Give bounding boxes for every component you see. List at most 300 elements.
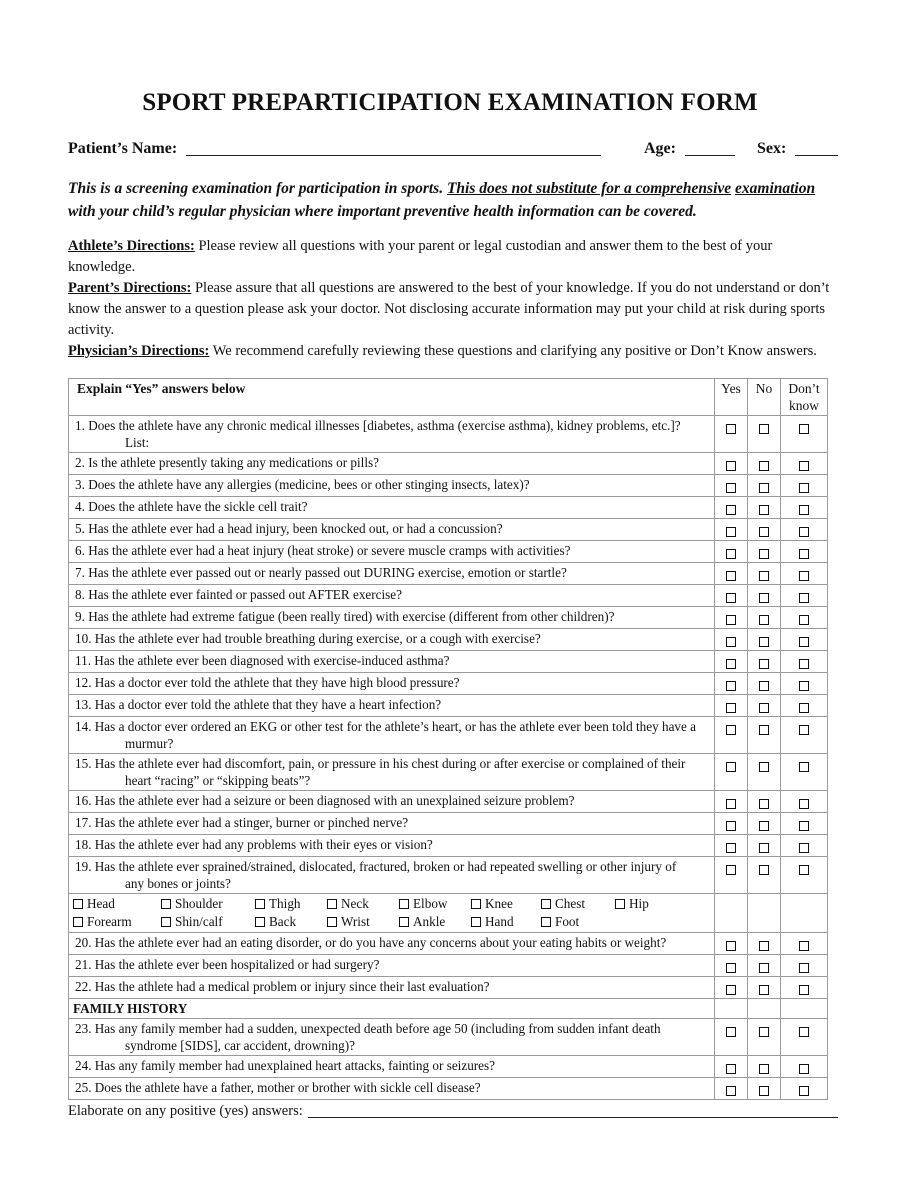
yes-checkbox[interactable] xyxy=(726,483,736,493)
question-text xyxy=(69,563,715,585)
no-cell xyxy=(748,933,781,955)
elaborate-line xyxy=(68,1100,838,1122)
no-cell xyxy=(748,857,781,894)
yes-cell xyxy=(715,497,748,519)
no-cell xyxy=(748,754,781,791)
yes-checkbox[interactable] xyxy=(726,703,736,713)
dont-know-checkbox[interactable] xyxy=(799,571,809,581)
body-part-checkbox[interactable] xyxy=(327,899,337,909)
sex-field[interactable] xyxy=(795,155,838,156)
yes-checkbox[interactable] xyxy=(726,725,736,735)
yes-checkbox[interactable] xyxy=(726,1027,736,1037)
parent-directions-text: Please assure that all questions are answered to the best of your knowledge. If you do not understand or don’t know the answer to a question please ask your doctor. Not disclosing accurate information may put your child at risk during sports activity. xyxy=(68,280,830,338)
yes-cell xyxy=(715,835,748,857)
body-part-label: Elbow xyxy=(413,896,448,911)
yes-cell xyxy=(715,955,748,977)
question-line: 6. Has the athlete ever had a heat injury (heat stroke) or severe muscle cramps with activities? xyxy=(75,543,571,558)
question-continuation: List: xyxy=(125,435,150,450)
no-checkbox[interactable] xyxy=(759,843,769,853)
question-text xyxy=(69,1056,715,1078)
dont-know-header: Don’t know xyxy=(781,379,828,416)
elaborate-label: Elaborate on any positive (yes) answers: xyxy=(68,1103,303,1119)
no-checkbox[interactable] xyxy=(759,1064,769,1074)
dont-know-cell xyxy=(781,541,828,563)
dont-know-cell xyxy=(781,717,828,754)
no-cell xyxy=(748,585,781,607)
question-text xyxy=(69,416,715,453)
dont-know-cell xyxy=(781,475,828,497)
no-cell xyxy=(748,497,781,519)
no-checkbox[interactable] xyxy=(759,549,769,559)
question-text xyxy=(69,651,715,673)
no-checkbox[interactable] xyxy=(759,762,769,772)
question-continuation: any bones or joints? xyxy=(125,876,231,891)
question-row xyxy=(69,416,828,453)
body-part-label: Hand xyxy=(485,914,514,929)
yes-cell xyxy=(715,629,748,651)
body-parts-no-empty xyxy=(748,894,781,933)
dont-know-checkbox[interactable] xyxy=(799,941,809,951)
dont-know-checkbox[interactable] xyxy=(799,424,809,434)
yes-checkbox[interactable] xyxy=(726,843,736,853)
question-line: 23. Has any family member had a sudden, unexpected death before age 50 (including from sudden infant death xyxy=(75,1021,661,1036)
intro-underlined-2: examination xyxy=(735,180,816,197)
dont-know-checkbox[interactable] xyxy=(799,615,809,625)
yes-checkbox[interactable] xyxy=(726,1086,736,1096)
question-line: 1. Does the athlete have any chronic medical illnesses [diabetes, asthma (exercise asthma), kidney problems, etc.]? xyxy=(75,418,681,433)
question-line: 3. Does the athlete have any allergies (medicine, bees or other stinging insects, latex)? xyxy=(75,477,530,492)
dont-know-cell xyxy=(781,607,828,629)
body-part-label: Shin/calf xyxy=(175,914,223,929)
dont-know-checkbox[interactable] xyxy=(799,1086,809,1096)
question-row xyxy=(69,651,828,673)
form-title: SPORT PREPARTICIPATION EXAMINATION FORM xyxy=(142,89,758,116)
dont-know-checkbox[interactable] xyxy=(799,985,809,995)
patient-info-line xyxy=(68,138,838,160)
question-row xyxy=(69,791,828,813)
body-part-checkbox[interactable] xyxy=(541,899,551,909)
question-line: 8. Has the athlete ever fainted or passed out AFTER exercise? xyxy=(75,587,403,602)
dont-know-checkbox[interactable] xyxy=(799,703,809,713)
question-text xyxy=(69,453,715,475)
yes-header: Yes xyxy=(715,379,748,416)
dont-know-cell xyxy=(781,857,828,894)
body-part-option[interactable] xyxy=(399,913,471,931)
no-cell xyxy=(748,673,781,695)
dont-know-checkbox[interactable] xyxy=(799,1027,809,1037)
yes-cell xyxy=(715,475,748,497)
yes-cell xyxy=(715,673,748,695)
no-checkbox[interactable] xyxy=(759,527,769,537)
question-text xyxy=(69,629,715,651)
no-checkbox[interactable] xyxy=(759,1086,769,1096)
explain-header: Explain “Yes” answers below xyxy=(69,379,715,416)
dont-know-checkbox[interactable] xyxy=(799,527,809,537)
question-continuation: syndrome [SIDS], car accident, drowning)? xyxy=(125,1038,355,1053)
family-yes-empty xyxy=(715,999,748,1019)
yes-cell xyxy=(715,607,748,629)
questions-b xyxy=(69,933,828,999)
no-checkbox[interactable] xyxy=(759,725,769,735)
directions xyxy=(68,236,840,362)
yes-checkbox[interactable] xyxy=(726,1064,736,1074)
dont-know-cell xyxy=(781,497,828,519)
question-row xyxy=(69,607,828,629)
yes-checkbox[interactable] xyxy=(726,424,736,434)
elaborate-field[interactable] xyxy=(308,1117,838,1118)
body-part-option[interactable] xyxy=(541,895,615,913)
question-text xyxy=(69,695,715,717)
question-line: 15. Has the athlete ever had discomfort, pain, or pressure in his chest during or after exercise or complained of their xyxy=(75,756,686,771)
question-row xyxy=(69,453,828,475)
no-cell xyxy=(748,651,781,673)
question-row xyxy=(69,977,828,999)
no-cell xyxy=(748,791,781,813)
question-text xyxy=(69,585,715,607)
dont-know-cell xyxy=(781,1078,828,1100)
dont-know-cell xyxy=(781,977,828,999)
yes-checkbox[interactable] xyxy=(726,963,736,973)
family-questions xyxy=(69,1019,828,1100)
dont-know-cell xyxy=(781,673,828,695)
yes-checkbox[interactable] xyxy=(726,941,736,951)
no-checkbox[interactable] xyxy=(759,505,769,515)
dont-know-cell xyxy=(781,629,828,651)
questions-a xyxy=(69,416,828,894)
question-line: 25. Does the athlete have a father, mother or brother with sickle cell disease? xyxy=(75,1080,481,1095)
question-line: 13. Has a doctor ever told the athlete that they have a heart infection? xyxy=(75,697,442,712)
body-part-checkbox[interactable] xyxy=(255,917,265,927)
dont-know-cell xyxy=(781,651,828,673)
dont-know-cell xyxy=(781,695,828,717)
body-part-checkbox[interactable] xyxy=(399,899,409,909)
no-checkbox[interactable] xyxy=(759,799,769,809)
body-part-label: Forearm xyxy=(87,914,132,929)
body-part-option[interactable] xyxy=(161,913,255,931)
body-part-option[interactable] xyxy=(471,895,541,913)
dont-know-cell xyxy=(781,585,828,607)
question-line: 5. Has the athlete ever had a head injury, been knocked out, or had a concussion? xyxy=(75,521,503,536)
question-row xyxy=(69,519,828,541)
intro-text: This is a screening examination for participation in sports. xyxy=(68,180,447,197)
yes-checkbox[interactable] xyxy=(726,505,736,515)
yes-cell xyxy=(715,791,748,813)
question-row xyxy=(69,585,828,607)
dont-know-checkbox[interactable] xyxy=(799,593,809,603)
question-line: 19. Has the athlete ever sprained/strained, dislocated, fractured, broken or had repeated swelling or other injury of xyxy=(75,859,677,874)
family-history-section xyxy=(69,999,828,1019)
question-text xyxy=(69,475,715,497)
question-row xyxy=(69,813,828,835)
question-line: 22. Has the athlete had a medical problem or injury since their last evaluation? xyxy=(75,979,490,994)
question-continuation: heart “racing” or “skipping beats”? xyxy=(125,773,311,788)
yes-cell xyxy=(715,813,748,835)
dont-know-cell xyxy=(781,791,828,813)
body-part-option[interactable] xyxy=(541,913,615,931)
no-checkbox[interactable] xyxy=(759,963,769,973)
yes-cell xyxy=(715,695,748,717)
question-row xyxy=(69,695,828,717)
no-checkbox[interactable] xyxy=(759,461,769,471)
no-checkbox[interactable] xyxy=(759,483,769,493)
no-checkbox[interactable] xyxy=(759,1027,769,1037)
dont-know-checkbox[interactable] xyxy=(799,963,809,973)
question-row xyxy=(69,754,828,791)
body-part-checkbox[interactable] xyxy=(161,899,171,909)
no-cell xyxy=(748,607,781,629)
dont-know-cell xyxy=(781,1056,828,1078)
dont-know-cell xyxy=(781,1019,828,1056)
dont-know-checkbox[interactable] xyxy=(799,637,809,647)
intro-notice xyxy=(68,177,840,223)
no-cell xyxy=(748,977,781,999)
yes-cell xyxy=(715,453,748,475)
dont-know-checkbox[interactable] xyxy=(799,821,809,831)
body-part-label: Chest xyxy=(555,896,586,911)
physician-directions-label: Physician’s Directions: xyxy=(68,343,210,359)
body-part-checkbox[interactable] xyxy=(471,917,481,927)
question-row xyxy=(69,1019,828,1056)
question-row xyxy=(69,1056,828,1078)
question-continuation: murmur? xyxy=(125,736,174,751)
dont-know-cell xyxy=(781,453,828,475)
body-part-option[interactable] xyxy=(161,895,255,913)
dont-know-checkbox[interactable] xyxy=(799,1064,809,1074)
no-header: No xyxy=(748,379,781,416)
body-part-label: Knee xyxy=(485,896,513,911)
dont-know-checkbox[interactable] xyxy=(799,659,809,669)
no-cell xyxy=(748,1078,781,1100)
question-line: 7. Has the athlete ever passed out or nearly passed out DURING exercise, emotion or startle? xyxy=(75,565,567,580)
body-part-option[interactable] xyxy=(255,895,327,913)
yes-checkbox[interactable] xyxy=(726,637,736,647)
no-checkbox[interactable] xyxy=(759,637,769,647)
yes-checkbox[interactable] xyxy=(726,593,736,603)
body-part-checkbox[interactable] xyxy=(327,917,337,927)
body-parts-dk-empty xyxy=(781,894,828,933)
body-part-label: Head xyxy=(87,896,115,911)
body-part-checkbox[interactable] xyxy=(73,917,83,927)
physician-directions xyxy=(68,341,840,362)
question-text xyxy=(69,519,715,541)
question-text xyxy=(69,977,715,999)
dont-know-cell xyxy=(781,563,828,585)
yes-checkbox[interactable] xyxy=(726,549,736,559)
question-row xyxy=(69,1078,828,1100)
yes-cell xyxy=(715,717,748,754)
yes-cell xyxy=(715,933,748,955)
question-line: 24. Has any family member had unexplained heart attacks, fainting or seizures? xyxy=(75,1058,496,1073)
no-checkbox[interactable] xyxy=(759,659,769,669)
no-cell xyxy=(748,835,781,857)
yes-checkbox[interactable] xyxy=(726,527,736,537)
patient-name-field[interactable] xyxy=(186,155,601,156)
intro-underlined-1: This does not substitute for a comprehensive xyxy=(446,180,732,197)
question-text xyxy=(69,857,715,894)
questionnaire-table xyxy=(68,378,828,1100)
yes-checkbox[interactable] xyxy=(726,799,736,809)
question-line: 12. Has a doctor ever told the athlete that they have high blood pressure? xyxy=(75,675,460,690)
dont-know-cell xyxy=(781,955,828,977)
body-part-option[interactable] xyxy=(471,913,541,931)
dont-know-checkbox[interactable] xyxy=(799,505,809,515)
no-cell xyxy=(748,717,781,754)
yes-checkbox[interactable] xyxy=(726,985,736,995)
question-text xyxy=(69,835,715,857)
body-part-label: Back xyxy=(269,914,297,929)
question-line: 14. Has a doctor ever ordered an EKG or other test for the athlete’s heart, or has the athlete ever been told they have a xyxy=(75,719,697,734)
yes-cell xyxy=(715,1056,748,1078)
parent-directions-label: Parent’s Directions: xyxy=(68,280,192,296)
yes-checkbox[interactable] xyxy=(726,762,736,772)
no-cell xyxy=(748,695,781,717)
patient-name-label: Patient’s Name: xyxy=(68,140,178,157)
question-row xyxy=(69,541,828,563)
question-line: 2. Is the athlete presently taking any medications or pills? xyxy=(75,455,379,470)
body-part-option[interactable] xyxy=(327,895,399,913)
body-part-option[interactable] xyxy=(73,895,161,913)
question-line: 16. Has the athlete ever had a seizure or been diagnosed with an unexplained seizure problem? xyxy=(75,793,575,808)
body-part-checkbox[interactable] xyxy=(541,917,551,927)
question-row xyxy=(69,933,828,955)
dont-know-cell xyxy=(781,519,828,541)
no-checkbox[interactable] xyxy=(759,703,769,713)
no-checkbox[interactable] xyxy=(759,681,769,691)
dont-know-checkbox[interactable] xyxy=(799,725,809,735)
dont-know-checkbox[interactable] xyxy=(799,865,809,875)
question-text xyxy=(69,813,715,835)
body-part-option[interactable] xyxy=(615,895,675,913)
yes-checkbox[interactable] xyxy=(726,615,736,625)
question-row xyxy=(69,955,828,977)
no-checkbox[interactable] xyxy=(759,821,769,831)
question-line: 17. Has the athlete ever had a stinger, burner or pinched nerve? xyxy=(75,815,409,830)
yes-checkbox[interactable] xyxy=(726,821,736,831)
dont-know-checkbox[interactable] xyxy=(799,461,809,471)
body-part-checkbox[interactable] xyxy=(471,899,481,909)
family-dk-empty xyxy=(781,999,828,1019)
dont-know-checkbox[interactable] xyxy=(799,799,809,809)
no-cell xyxy=(748,453,781,475)
no-cell xyxy=(748,955,781,977)
yes-cell xyxy=(715,651,748,673)
age-field[interactable] xyxy=(685,155,735,156)
dont-know-checkbox[interactable] xyxy=(799,843,809,853)
question-row xyxy=(69,563,828,585)
no-cell xyxy=(748,519,781,541)
age-label: Age: xyxy=(644,140,676,157)
body-part-option[interactable] xyxy=(73,913,161,931)
question-row xyxy=(69,629,828,651)
family-history-heading: FAMILY HISTORY xyxy=(69,999,715,1019)
yes-cell xyxy=(715,1019,748,1056)
family-history-row xyxy=(69,999,828,1019)
body-part-checkbox[interactable] xyxy=(615,899,625,909)
athlete-directions xyxy=(68,236,840,278)
body-part-checkbox[interactable] xyxy=(399,917,409,927)
question-line: 21. Has the athlete ever been hospitalized or had surgery? xyxy=(75,957,380,972)
yes-cell xyxy=(715,1078,748,1100)
yes-cell xyxy=(715,754,748,791)
dont-know-cell xyxy=(781,835,828,857)
question-line: 20. Has the athlete ever had an eating disorder, or do you have any concerns about your eating habits or weight? xyxy=(75,935,667,950)
dont-know-checkbox[interactable] xyxy=(799,483,809,493)
yes-checkbox[interactable] xyxy=(726,461,736,471)
question-text xyxy=(69,933,715,955)
question-row xyxy=(69,857,828,894)
question-line: 18. Has the athlete ever had any problems with their eyes or vision? xyxy=(75,837,433,852)
body-part-label: Wrist xyxy=(341,914,370,929)
dont-know-cell xyxy=(781,813,828,835)
question-text xyxy=(69,754,715,791)
no-cell xyxy=(748,1056,781,1078)
body-part-label: Ankle xyxy=(413,914,446,929)
dont-know-cell xyxy=(781,416,828,453)
body-part-label: Thigh xyxy=(269,896,301,911)
yes-checkbox[interactable] xyxy=(726,659,736,669)
yes-checkbox[interactable] xyxy=(726,865,736,875)
no-checkbox[interactable] xyxy=(759,615,769,625)
yes-cell xyxy=(715,563,748,585)
no-checkbox[interactable] xyxy=(759,985,769,995)
no-checkbox[interactable] xyxy=(759,865,769,875)
yes-checkbox[interactable] xyxy=(726,571,736,581)
body-parts-row xyxy=(69,894,828,933)
intro-text-2: with your child’s regular physician where important preventive health information can be covered. xyxy=(68,203,697,220)
body-part-option[interactable] xyxy=(327,913,399,931)
athlete-directions-label: Athlete’s Directions: xyxy=(68,238,195,254)
yes-cell xyxy=(715,585,748,607)
body-part-option[interactable] xyxy=(255,913,327,931)
question-line: 9. Has the athlete had extreme fatigue (been really tired) with exercise (different from other children)? xyxy=(75,609,615,624)
no-checkbox[interactable] xyxy=(759,593,769,603)
dont-know-cell xyxy=(781,933,828,955)
body-part-checkbox[interactable] xyxy=(161,917,171,927)
yes-cell xyxy=(715,977,748,999)
yes-cell xyxy=(715,541,748,563)
question-row xyxy=(69,475,828,497)
body-parts-cell xyxy=(69,894,715,933)
question-text xyxy=(69,1078,715,1100)
body-part-label: Neck xyxy=(341,896,369,911)
body-part-option[interactable] xyxy=(399,895,471,913)
dont-know-checkbox[interactable] xyxy=(799,681,809,691)
question-line: 4. Does the athlete have the sickle cell trait? xyxy=(75,499,308,514)
question-row xyxy=(69,835,828,857)
sex-label: Sex: xyxy=(757,140,787,157)
body-part-checkbox[interactable] xyxy=(73,899,83,909)
no-cell xyxy=(748,563,781,585)
body-part-checkbox[interactable] xyxy=(255,899,265,909)
question-row xyxy=(69,717,828,754)
question-text xyxy=(69,955,715,977)
dont-know-checkbox[interactable] xyxy=(799,762,809,772)
yes-cell xyxy=(715,519,748,541)
no-checkbox[interactable] xyxy=(759,424,769,434)
body-parts-yes-empty xyxy=(715,894,748,933)
dont-know-checkbox[interactable] xyxy=(799,549,809,559)
no-cell xyxy=(748,416,781,453)
family-no-empty xyxy=(748,999,781,1019)
no-checkbox[interactable] xyxy=(759,941,769,951)
question-text xyxy=(69,541,715,563)
question-line: 11. Has the athlete ever been diagnosed with exercise-induced asthma? xyxy=(75,653,450,668)
question-text xyxy=(69,791,715,813)
no-checkbox[interactable] xyxy=(759,571,769,581)
parent-directions xyxy=(68,278,840,341)
yes-checkbox[interactable] xyxy=(726,681,736,691)
no-cell xyxy=(748,813,781,835)
